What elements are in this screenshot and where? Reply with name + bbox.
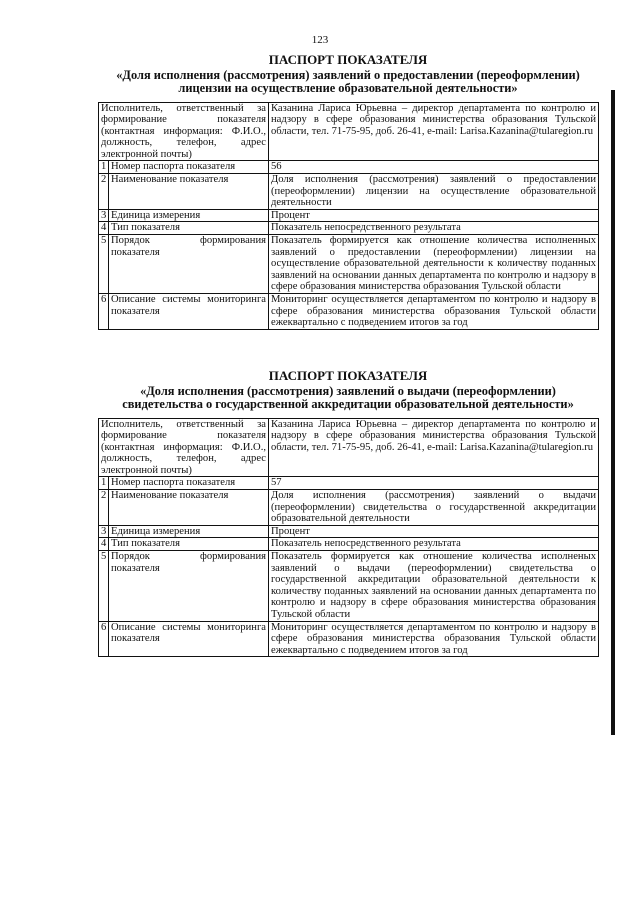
- row-value: Доля исполнения (рассмотрения) заявлений о предоставлении (переоформлении) лицензии на осуществление образовательной деятельности: [269, 174, 599, 210]
- row-value: 57: [269, 477, 599, 490]
- table-row: [99, 490, 599, 526]
- row-label: Описание системы мониторинга показателя: [109, 621, 269, 657]
- table-row: [99, 621, 599, 657]
- row-label: Номер паспорта показателя: [109, 161, 269, 174]
- passport-subtitle: «Доля исполнения (рассмотрения) заявлений о выдачи (переоформлении) свидетельства о государственной аккредитации образовательной деятельности»: [122, 383, 574, 411]
- row-value: Показатель непосредственного результата: [269, 538, 599, 551]
- table-row: [99, 551, 599, 622]
- row-number: 2: [99, 490, 109, 526]
- row-number: 2: [99, 174, 109, 210]
- table-row: [99, 222, 599, 235]
- row-label: Наименование показателя: [109, 174, 269, 210]
- row-number: 6: [99, 621, 109, 657]
- row-label: Номер паспорта показателя: [109, 477, 269, 490]
- scan-margin-bar: [611, 90, 615, 735]
- executor-label: Исполнитель, ответственный за формирование показателя (контактная информация: Ф.И.О., должность, телефон, адрес электронной почты): [99, 418, 269, 477]
- table-row: [99, 209, 599, 222]
- row-label: Тип показателя: [109, 222, 269, 235]
- passport-title: ПАСПОРТ ПОКАЗАТЕЛЯ: [268, 368, 428, 383]
- table-row: [99, 525, 599, 538]
- table-row: [99, 418, 599, 477]
- row-value: 56: [269, 161, 599, 174]
- row-value: Показатель формируется как отношение количества исполненных заявлений о предоставлении (переоформлении) лицензии на осуществление образовательной деятельности к количеству поданных заявлений на основании данных департамента по контролю и надзору в сфере образования министерства образования Тульской области: [269, 235, 599, 294]
- table-row: [99, 538, 599, 551]
- row-number: 5: [99, 551, 109, 622]
- passport-table: [98, 102, 599, 330]
- page-number: 123: [311, 34, 329, 46]
- passport-table: [98, 418, 599, 658]
- row-number: 5: [99, 235, 109, 294]
- row-label: Порядок формирования показателя: [109, 551, 269, 622]
- table-row: [99, 235, 599, 294]
- passport-title: ПАСПОРТ ПОКАЗАТЕЛЯ: [268, 52, 428, 67]
- row-number: 6: [99, 294, 109, 330]
- row-label: Единица измерения: [109, 209, 269, 222]
- row-label: Порядок формирования показателя: [109, 235, 269, 294]
- row-number: 3: [99, 525, 109, 538]
- table-row: [99, 294, 599, 330]
- executor-value: Казанина Лариса Юрьевна – директор департамента по контролю и надзору в сфере образования министерства образования Тульской области, тел. 71-75-95, доб. 26-41, e-mail: Larisa.Kazanina@tularegion.ru: [269, 102, 599, 161]
- row-number: 1: [99, 161, 109, 174]
- row-value: Показатель формируется как отношение количества исполненых заявлений о выдачи (переоформлении) свидетельства о государственной аккредитации образовательной деятельности к количеству поданных заявлений на основании данных департамента по контролю и надзору в сфере образования министерства образования Тульской области: [269, 551, 599, 622]
- row-value: Мониторинг осуществляется департаментом по контролю и надзору в сфере образования министерства образования Тульской области ежеквартально с подведением итогов за год: [269, 294, 599, 330]
- row-label: Наименование показателя: [109, 490, 269, 526]
- executor-value: Казанина Лариса Юрьевна – директор департамента по контролю и надзору в сфере образования министерства образования Тульской области, тел. 71-75-95, доб. 26-41, e-mail: Larisa.Kazanina@tularegion.ru: [269, 418, 599, 477]
- table-row: [99, 102, 599, 161]
- table-row: [99, 477, 599, 490]
- row-value: Процент: [269, 525, 599, 538]
- row-number: 3: [99, 209, 109, 222]
- row-label: Описание системы мониторинга показателя: [109, 294, 269, 330]
- indicator-passport-56: [98, 53, 598, 330]
- table-row: [99, 174, 599, 210]
- executor-label: Исполнитель, ответственный за формирование показателя (контактная информация: Ф.И.О., должность, телефон, адрес электронной почты): [99, 102, 269, 161]
- row-label: Тип показателя: [109, 538, 269, 551]
- passport-subtitle: «Доля исполнения (рассмотрения) заявлений о предоставлении (переоформлении) лицензии на осуществление образовательной деятельности»: [116, 67, 580, 95]
- row-number: 4: [99, 538, 109, 551]
- row-value: Показатель непосредственного результата: [269, 222, 599, 235]
- row-value: Мониторинг осуществляется департаментом по контролю и надзору в сфере образования министерства образования Тульской области ежеквартально с подведением итогов за год: [269, 621, 599, 657]
- indicator-passport-57: [98, 369, 598, 657]
- row-label: Единица измерения: [109, 525, 269, 538]
- row-number: 4: [99, 222, 109, 235]
- row-value: Доля исполнения (рассмотрения) заявлений о выдачи (переоформлении) свидетельства о государственной аккредитации образовательной деятельности: [269, 490, 599, 526]
- row-value: Процент: [269, 209, 599, 222]
- row-number: 1: [99, 477, 109, 490]
- table-row: [99, 161, 599, 174]
